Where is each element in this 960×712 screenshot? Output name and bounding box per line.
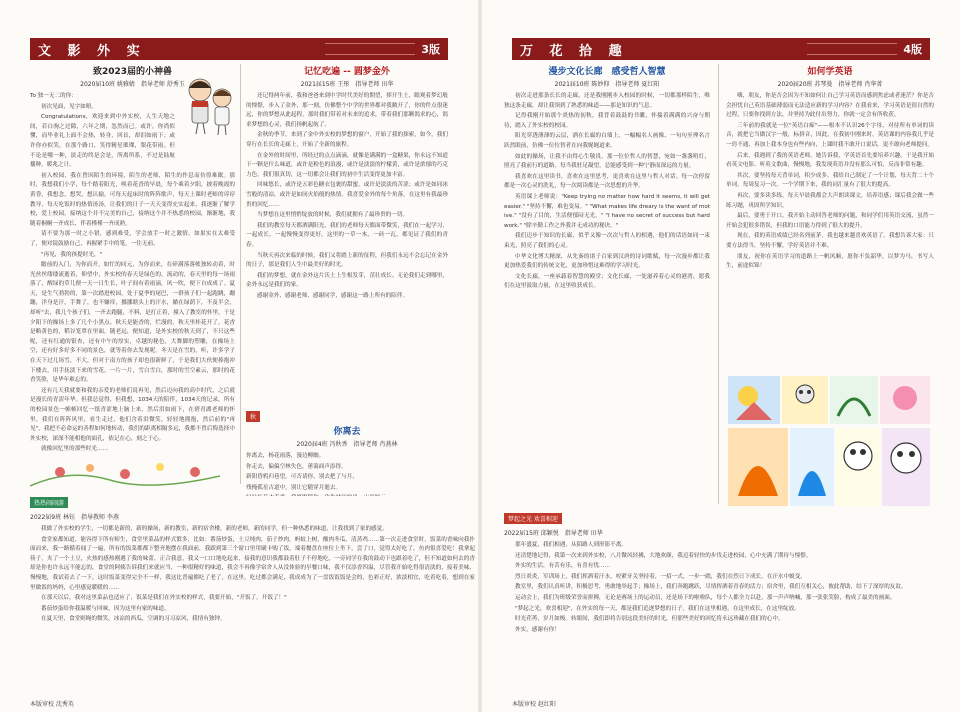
article-paragraph: 感谢金外，感谢老师，感谢同学，感谢这一路上所有的陪伴。 bbox=[257, 292, 409, 299]
student-cartoon-illustration bbox=[178, 72, 240, 138]
section-banner bbox=[30, 38, 448, 60]
article-paragraph: 还记得两年前，我和爸爸来到中学时代美好的期望，摔开生土，瞻观着梦幻般的憧憬，步入了金外，那一刻，仿佛整个中学的世界都对我敞开了，你的件点很迷远，你的梦想从此起程，那时我们带着对未来的追求，带着我们那颗渴求的心，渴求梦想的心灵，我们扬帆起航了。 bbox=[246, 93, 448, 128]
article-paragraph: 文化长廊，一座承载着智慧的殿堂；文化长廊，一处滋养着心灵的港湾。愿我们在这里汲取力量，在这里收获成长。 bbox=[504, 273, 710, 290]
article-title: 记忆吃遍 -- 圆梦金外 bbox=[304, 67, 390, 77]
article-paragraph: 我们的教室每天都洒满阳光，我们的老师每天都面带微笑，我们在一起学习，一起成长，一起慢慢变得更好。这里的一草一木，一砖一瓦，都见证了我们的青春。 bbox=[246, 222, 448, 248]
page-left bbox=[0, 0, 478, 712]
section-title: 万 花 拾 趣 bbox=[520, 43, 628, 59]
article-byline: 2021届15班 王彤 指导老师 田华 bbox=[300, 81, 394, 88]
article-paragraph: 我们迈步于知识的长廊，似乎又像一次次与哲人的相遇，他们的话语如同一束束光，照亮了我们的心灵。 bbox=[504, 233, 710, 249]
article-paragraph: 再次，要多读多练。每天早晨我都会大声朗读课文，培养语感；课后我会做一些练习题，巩固所学知识。 bbox=[726, 192, 934, 209]
article-paragraph: 阳光穿透薄薄的云层，洒在长廊的白墙上，一幅幅名人画像、一句句至理名言跃然眼前，仿佛一位位智者在向我娓娓道来。 bbox=[504, 133, 710, 149]
article-title: 漫步文化长廊 感受哲人智慧 bbox=[548, 67, 666, 77]
poem-byline: 2020届4班 冯秋香 指导老师 肖燕林 bbox=[296, 441, 398, 448]
article-paragraph: 在那天以后，我对这里菜品也适应了，饭菜是我们在外实校的样式，我要开始，"开饭了，开饭了！" bbox=[41, 595, 287, 602]
poem-tag: 秋 bbox=[246, 411, 260, 422]
page-right bbox=[482, 0, 960, 712]
article-paragraph: 烈日炎炎，军训场上，我们挥洒着汗水，咬紧牙关坚持着，一招一式，一步一踏，我们在烈日下成长，在汗水中蜕变。 bbox=[515, 573, 806, 580]
article-paragraph: 还有几天我就要和我的亲爱的老师们说再见，然后迈向我的高中时代，之后就是漫长的青涩年华。但我总觉得，但我想，1034天的陪伴，1034天的记录，所有的校园景色一帧帧回忆一纸青涩地上脑上来，然后泪如雨下，在碧青湖老师的怀里，我们在阵阵风里，看生走过，他们含着泪微笑，轻轻地拥抱，然后前的"再见"，我把不必命运的善程如何地转动，我们的距离相隔多远，我都不曾后悔选择中外实校，深深不能相他的面孔，依记在心，刻之于心。 bbox=[30, 387, 235, 442]
article-paragraph: 回味悠长，或许是五彩色糖衣包裹的甜蜜，或许是淡淡的苦涩；或许是如同冰雪般的清凉，或许是如同火焰般的热情。我喜爱金外的每个角落，在这里有我最珍贵的回忆…… bbox=[246, 182, 448, 208]
article-paragraph: 当秋天再次来临的时候，我们又将踏上新的征程，但我们永远不会忘记在金外的日子，那是我们人生中最美好的时光。 bbox=[246, 252, 448, 269]
article-paragraph: 三年前的我就是一位"英语白痴"——根本不认识26个字母，对待所有单词的读音，就把它当做汉字一般，标拼音，因此，在我初中刚来时，英语课的内容我几乎是一窍不通，再加上我本身也有些内向，上课时我不敢开口说话，更不敢向老师提问。 bbox=[726, 122, 934, 148]
article-tag: 热热闹闹游 bbox=[30, 497, 68, 508]
article-paragraph: 教室里，我们认真听讲，积极思考，勇敢地举起手；操场上，我们奔跑跳跃，尽情挥洒着青春的活力；宿舍里，我们互相关心，彼此帮助，结下了深厚的友谊。 bbox=[515, 584, 907, 591]
article-paragraph: 初次见面，见字如晤。 bbox=[41, 103, 97, 110]
article-paragraph: 金秋的季节，来到了金中外实校的梦想的窗户，开始了我的探索，如今，我们穿行在长长的走廊上，开始了全新的旅程。 bbox=[246, 132, 448, 148]
poem-line bbox=[246, 494, 448, 496]
page-footer: 本版审校 沈秀英 bbox=[30, 701, 74, 708]
page-label: 3版 bbox=[421, 43, 440, 56]
article-paragraph: 当梦想在这里悄悄绽放的时候，我们就拥有了最珍贵的一切。 bbox=[257, 212, 409, 219]
article-paragraph: 在夏天里，食堂则绳的微笑，冰凉的西瓜，空调的习习凉风，我情有独钟。 bbox=[41, 616, 226, 623]
article-paragraph: 就像回忆里的那些时光…… bbox=[41, 446, 109, 453]
article-paragraph: 我们的梦想，就在金外这片沃土上生根发芽，茁壮成长。无论我们走到哪里，金外永远是我们的家。 bbox=[246, 272, 448, 289]
article-paragraph: 朋友，祝你在英语学习的道路上一帆风顺，愿你不负韶华，以梦为马，书写人生，前途似锦！ bbox=[726, 253, 934, 270]
article-paragraph: "梦起之光，欢喜相迎"，在外实的每一天，都是我们追逐梦想的日子。我们在这里相遇，在这里成长，在这里绽放。 bbox=[515, 605, 800, 612]
article-paragraph: 番茄炒蛋给你我温暖与回味，因为这里有家的味道。 bbox=[41, 605, 170, 612]
article-column bbox=[504, 506, 934, 692]
poem-line: 残掩孤星古道中，别让它随穿月逝去。 bbox=[246, 484, 342, 491]
article-paragraph: 如此的操场，让我不由得心生敬畏，那一位位哲人的智慧，宛如一盏盏明灯，照亮了我前行的道路。每当我驻足凝望，总能感受到一种宁静而深远的力量。 bbox=[504, 153, 710, 170]
article-paragraph: 瞻前的入门，为你而开，如忙的同元，为你而来，在碎满落落帐独转动着，时光丝丝缕缕流逝着，仰望中，外实校的春天是绿色的，流动的，春天里的每一场雨落了，醒绿的草儿便一天一日生长，叶子间有着雨滴，风一吹，便下自成成了。夏天，是生气勃勃的，第一次踏进校园，处于夏季的尾巴，一群孩子们一起跑跳，蹦蹦，洋身是汗，手舞了，也不嫌痒，挪挪瞎头上的汗水，躺在绿荫下，不及半会，却听"去，我几个孩子们，一齐去跑腿，不料，是打正着，撞入了教室的怀里，于是夕阳下的操场上多了几个小黑点。秋天是能香的，烂漫的，秋天里桂花开了，花香是略黄色的，稻谷笼罩在里面，随老远，便知道，是外实校的秋天到了，不只这些呢，还有红通的银杏，还有中午的厚实，卓越的秘色，大舞脚的塑雕，在操场上空，还有好多好多不同的景色，就等着你去发现呢。冬天是在雪的，听，许多学子在天下过几场雪，不大，但对于南方的孩子却也很新鲜了，于是我们大伙便捧抱冲下楼去，用手抚淡下来的雪花，一片一片，雪白雪白，那时的雪空素云，那时的花香笑脸，是华年难忘的。 bbox=[30, 262, 235, 384]
article-byline: 2021届10班 陈妙仰 指导老师 夏红阳 bbox=[554, 81, 660, 88]
article-paragraph: 外实的生活，有苦有乐，有喜有忧…… bbox=[515, 563, 611, 570]
article-column bbox=[30, 490, 475, 690]
article-paragraph: 请不要为那一时之小错，感到难受，学会放手一时之激情，如果实在太难受了，便对镜鼓励自己，再握紧手中的笔，一往无前。 bbox=[30, 231, 235, 247]
article-paragraph: 初入校园，我在曾因陌生的环境，陌生的老师，陌生的作息而彷徨难眠。那时，我想我们小学，每个踏着阳光，唤着花香的早晨，每个乘着夕阳，披着晚霞的黄昏，我想念，想哭，想认输，可每天起床时的阵阵歌声，每天上课时老师的谆谆教导，每天吃饭时的热情汤汤，让我们的日子一天天变得充实起来，我逐渐了解学校，爱上校园，接纳这个并不完美的自己，接纳这个并不热悉的校园，渐渐地，我随着桐桐一齐成长，伴着槿槿一齐成熟。 bbox=[30, 172, 235, 227]
poem-line: 新阳昏鸦归巷望，可否请你，别去把了与月， bbox=[246, 474, 358, 481]
article-paragraph: 外实，感谢有你！ bbox=[515, 626, 560, 633]
article-paragraph: 初次走进那条长长的走廊，还是我刚刚步入校园的时候，一切都那样陌生，唯独这条走廊，却让我领到了熟悉的味道——那是知识的气息。 bbox=[504, 93, 710, 109]
article-byline: 2022届15班 邱颖悦 指导老师 田华 bbox=[504, 530, 603, 537]
column-divider bbox=[240, 64, 241, 484]
article-paragraph: 最后，要勇于开口。我开始主动回答老师的问题，和同学们用英语交流，虽然一开始会犯很多错误，但我的口语能力得到了很大的提升。 bbox=[726, 213, 934, 229]
article-paragraph: 中华文化博大精深，从先秦的诸子百家到汉唐的诗词歌赋，每一次漫步都让我更加热爱我们的传统文化，更加珍惜这难得的学习时光。 bbox=[504, 253, 710, 270]
section-banner bbox=[512, 38, 930, 60]
banner-decoration bbox=[807, 43, 897, 55]
article-byline: 2020届10班 姚雅婧 指导老师 舒秀玉 bbox=[80, 81, 185, 88]
article-paragraph: 现在，我的英语成绩已经名列前茅，我也越来越喜欢英语了。我想告诉大家：只要方法得当，坚持不懈，学好英语并不难。 bbox=[726, 233, 934, 249]
banner-decoration bbox=[325, 43, 415, 55]
article-byline: 2022届9班 林钰 指导教师 李燕 bbox=[30, 514, 119, 521]
article-paragraph: 食堂家都知道，能容得下所有师生，食堂里菜品的样式繁多，比如：番茄炒蛋，土豆炖肉，茄子炒肉，蚂蚁上树，酸肉冬瓜，清蒸鸡……第一次走进食堂时，饭菜的香味向我扑面而来，我一路循着闻了一遍，所有的饭菜都都下整齐地摆在我面前，我跟到第三个窗口里用刷卡购了饭，端着餐盘在座位上坐下，尝了口，觉得太好吃了，鱼肉很喜爱吃！我拿起筷子，夹了一个土豆，火热的感热刚遇了我的味蕾，正合我意，我又一口口地吃起来，接我的意识我都鼓着肚子不停地吃，一旁同学在我的鼓动下也跟着吃了，但不知道如何去的香却是你也许永远不能忘的，食堂的阿姨告诉我们来就应当，一种很精好的味道，我会不再像学宿舍人从没体验的早餐口味，我不仅添香四溢，尽管我开始吃得很清淡的，接着美味，慢慢地，我试着去了一下，这时饭菜变得完全不一样，我这比普遍都吃了老了，在这里，吃过都会满足，我成成为了一盘饭饭饭是会的，色彩正好，浓淡相宜，吃着吃着，想到在家里做饭的妈妈，心里感觉暖暖的…… bbox=[30, 536, 475, 591]
poster-collage bbox=[728, 376, 930, 506]
flower-decoration bbox=[30, 458, 220, 488]
poem-title: 你离去 bbox=[333, 427, 361, 437]
article-paragraph: "再见，我的孩提时光。" bbox=[41, 251, 103, 258]
poem-block bbox=[246, 404, 448, 496]
article-paragraph: 时光荏苒，岁月如梭。转眼间，我们即将告别这段美好的时光，但那些美好的回忆将永远珍藏在我们的心中。 bbox=[515, 616, 784, 623]
article-paragraph: 还清楚地记得，我第一次来到外实校，八月微风轻拂，大地欢颜，我迈着轻快的步伐走进校园，心中充满了期待与憧憬。 bbox=[515, 552, 812, 559]
article-paragraph: 嗨，朋友，你是否会因为不知如何让自己学习英语而感到焦虑或者迷茫？你是否会担忧自己英语基础薄弱而无法适应新的学习内容？在我看来，学习英语是很自然的过程，只要你找到方法，并坚持为此付出努力，你就一定会有所收获。 bbox=[726, 93, 934, 119]
page-label: 4版 bbox=[903, 43, 922, 56]
article-paragraph: 其次，要坚持每天背单词，积少成多。我给自己制定了一个计划，每天背二十个单词，每周复习一次。一个学期下来，我的词汇量有了很大的提高。 bbox=[726, 172, 934, 189]
article-paragraph: 记得我刚开始那个炎热的初秋，我背着鼓鼓的书囊，怀揣着满满的兴奋与期待，踏入了外实校的校园。 bbox=[504, 113, 710, 129]
article-paragraph: 后来，我遇到了我的英语老师，她告诉我，学英语首先要培养兴趣。于是我开始看英文电影、听英文歌曲，慢慢地，我发现英语并没有那么可怕，反而非常有趣。 bbox=[726, 152, 934, 169]
article-paragraph: 我喜欢在这里读书，喜欢在这里思考，更喜欢在这里与哲人对话。每一次停留都是一次心灵的洗礼，每一次阅读都是一次思想的升华。 bbox=[504, 173, 710, 190]
article-paragraph: 那年盛夏，我们相遇，从陌路人到形影不离。 bbox=[515, 542, 627, 548]
article-paragraph: Congratulations，欢迎来到中外实校，人生天地之间，若白驹之过隙，六年之期，忽然而已。或许，你尚似懂，而毕业礼上面不会热，转身，回首，却泪如雨下；或许你亦似笑，在那个路口，笑得精星璀璨，梨花带雨。但不论是哪一种，淡走的终是会是，所离所系，不过是陆航播种，暖兆之计。 bbox=[30, 114, 175, 169]
article-column bbox=[726, 64, 934, 374]
article-tag: 梦起之光 欢喜相迎 bbox=[504, 513, 562, 524]
poem-line: 你走去，偏偏空林失色，蕙蔼面声添得。 bbox=[246, 463, 347, 470]
article-paragraph: 我做了外实校的学生，一切都是新的，新的操场，新的教室，新的宿舍楼，新的老师，新的同学，但一种热悉的味道，让我找到了家的感觉。 bbox=[41, 526, 388, 532]
article-byline: 2020届20班 苏琴曼 指导老师 肖华菁 bbox=[777, 81, 883, 88]
article-title: 如何学英语 bbox=[807, 67, 853, 77]
article-paragraph: 运动会上，我们为班级荣誉而拼搏，无论是赛场上的运动员，还是场下的啦啦队，每个人都全力以赴，那一声声呐喊，那一张张笑脸，构成了最美的画面。 bbox=[515, 594, 896, 601]
article-column bbox=[246, 64, 448, 496]
article-paragraph: 在金外的时间里，所经过的点点滴滴，就像是满满的一盒糖果，你永远不知道下一颗是什么味道，或许是粉色的浪漫，或许是淡淡的柠檬黄，或许是浓郁的巧克力色。我们很真切，这一切都会让我们的初中生活变得更加丰富。 bbox=[246, 152, 448, 178]
article-title: 致2023届的小神兽 bbox=[92, 67, 173, 77]
poem-line: 你离去，杨花雨落，漫边柳幽。 bbox=[246, 453, 325, 459]
column-divider bbox=[718, 64, 719, 504]
article-paragraph: To 独一无二的你： bbox=[30, 93, 77, 99]
section-title: 文 影 外 实 bbox=[38, 43, 146, 59]
page-footer: 本版审校 赵红阳 bbox=[512, 701, 556, 708]
article-column bbox=[504, 64, 710, 499]
article-paragraph: 英语课上老师说："Keep trying no matter how hard it seems, it will get easier." "坚持不懈，难也变易。" "What makes life dreary is the want of motive." "没有了目的，生活便郁闷无光。" "I have no secret of success but hard work." "除辛勤工作之外我并无成功的秘诀。" bbox=[504, 193, 710, 229]
